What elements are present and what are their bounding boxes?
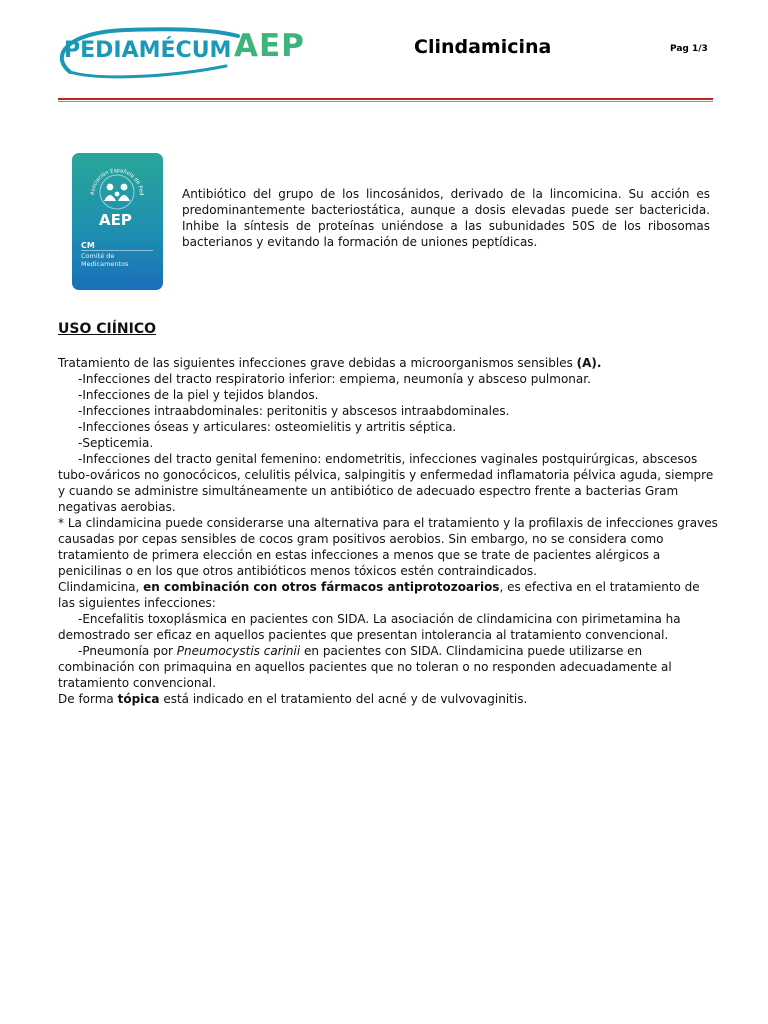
badge-divider [81, 250, 153, 251]
header-rule-red [58, 98, 713, 100]
topical-bold: tópica [117, 692, 160, 706]
list-item: -Infecciones intraabdominales: peritonitis y abscesos intraabdominales. [78, 404, 510, 418]
list-item: -Infecciones de la piel y tejidos blandos. [78, 388, 319, 402]
list-item: -Infecciones del tracto respiratorio inferior: empiema, neumonía y absceso pulmonar. [78, 372, 591, 386]
list-item: -Infecciones óseas y articulares: osteomielitis y artritis séptica. [78, 420, 457, 434]
section-body [58, 355, 718, 707]
list-item-pneumonia [58, 643, 718, 691]
topical-pre: De forma [58, 692, 118, 706]
list-item: -Septicemia. [78, 436, 154, 450]
svg-text:Asociación Española de Pediatr: Asociación Española de Ped [89, 167, 145, 196]
combination-pre: Clindamicina, [58, 580, 144, 594]
indication-intro-text: Tratamiento de las siguientes infecciones grave debidas a microorganismos sensibles [58, 356, 577, 370]
drug-description: Antibiótico del grupo de los lincosánidos, derivado de la lincomicina. Su acción es predominantemente bacteriostática, aunque a dosis elevadas puede ser bactericida. Inhibe la síntesis de proteínas uniéndose a las subunidades 50S de los ribosomas bacterianos y evitando la formación de uniones peptídicas. [182, 187, 710, 249]
logo-pediamecum-text: PEDIAMÉCUM [64, 38, 232, 63]
list-item-genital: -Infecciones del tracto genital femenino: endometritis, infecciones vaginales postquirúrgicas, abscesos tubo-ováricos no gonocócicos, celulitis pélvica, salpingitis y enfermedad inflamatoria pélvica aguda, siempre y cuando se administre simultáneamente un antibiótico de adecuado espectro frente a bacterias Gram negativas aerobias. [58, 452, 714, 514]
topical-post: está indicado en el tratamiento del acné y de vulvovaginitis. [159, 692, 528, 706]
list-item-encefalitis: -Encefalitis toxoplásmica en pacientes con SIDA. La asociación de clindamicina con pirimetamina ha demostrado ser eficaz en aquellos pacientes que presentan intolerancia al tratamiento convencional. [58, 612, 681, 642]
combination-paragraph [58, 579, 718, 611]
badge-cm-label: CM [81, 241, 95, 250]
section-heading-uso-clinico: USO CIÍNICO [58, 321, 157, 337]
badge-subtitle [81, 252, 157, 268]
topical-paragraph [58, 691, 718, 707]
pneumonia-organism: Pneumocystis carinii [176, 644, 301, 658]
aep-committee-badge [72, 153, 163, 290]
badge-subtitle-line-2: Medicamentos [81, 260, 129, 268]
combination-post: , es efectiva en el tratamiento de las siguientes infecciones: [58, 580, 700, 610]
alternative-note: * La clindamicina puede considerarse una alternativa para el tratamiento y la profilaxis de infecciones graves causadas por cepas sensibles de cocos gram positivos aerobios. Sin embargo, no se considera como tratamiento de primera elección en estas infecciones a menos que se trate de pacientes alérgicos a penicilinas o en los que otros antibióticos menos tóxicos estén contraindicados. [58, 516, 718, 578]
badge-aep-label: AEP [99, 211, 132, 229]
combination-bold: en combinación con otros fármacos antiprotozoarios [143, 580, 500, 594]
pneumonia-pre: -Pneumonía por [78, 644, 177, 658]
indication-intro [58, 355, 718, 371]
header-rule-grey [58, 101, 713, 102]
page-number: Pag 1/3 [670, 44, 708, 54]
badge-subtitle-line-1: Comité de [81, 252, 115, 260]
document-header [0, 0, 768, 110]
pneumonia-post: en pacientes con SIDA. Clindamicina puede utilizarse en combinación con primaquina en aquellos pacientes que no toleran o no responden adecuadamente al tratamiento convencional. [58, 644, 672, 690]
logo-aep-text: AEP [234, 28, 305, 64]
page-title: Clindamicina [414, 36, 552, 58]
pediamecum-logo [56, 26, 306, 82]
evidence-level: (A). [576, 356, 602, 370]
